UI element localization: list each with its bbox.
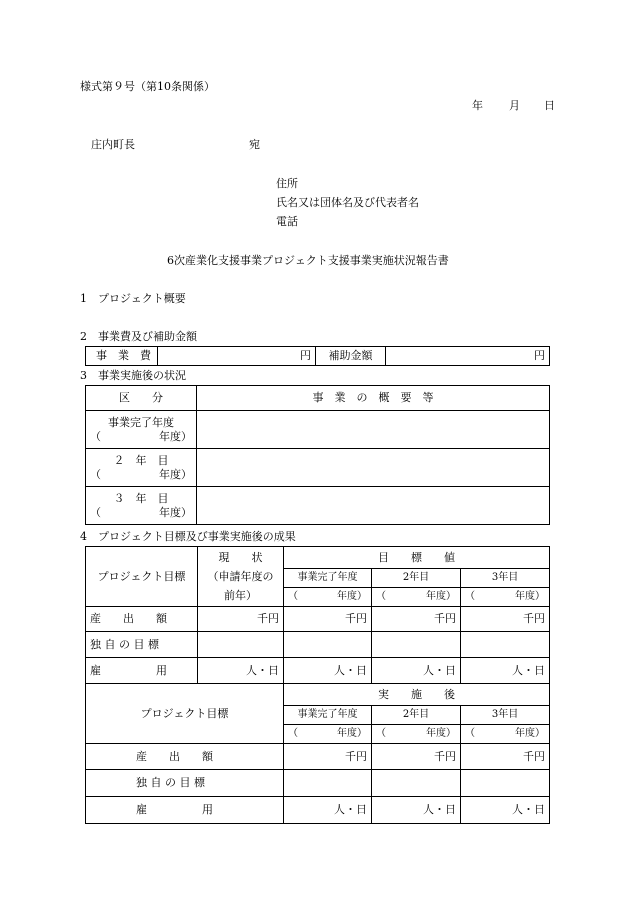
unit: 人・日 [246,663,279,677]
col-division-label: 区 分 [119,391,163,404]
year-col-label: 2年目 [402,572,430,583]
subsidy-unit: 円 [534,349,545,362]
target-value-field[interactable] [372,658,461,684]
target-row-label [86,658,198,684]
current-status-header [198,547,284,607]
after-year-col [284,706,372,725]
subsidy-label-cell [316,347,386,366]
paren-open: （ [288,728,298,739]
date-month: 月 [509,99,520,112]
target-value-field[interactable] [461,607,550,632]
paren-open: （ [376,591,386,602]
after-row-label [86,770,284,797]
cost-label: 事 業 費 [96,349,151,362]
unit: 人・日 [334,663,367,677]
paren-close: 年度） [426,591,456,602]
cost-table [85,346,550,366]
paren-close: 年度） [159,505,192,519]
target-current-field[interactable] [198,658,284,684]
status-summary-field[interactable] [197,449,550,487]
project-target-label: プロジェクト目標 [140,706,229,720]
after-year-col [372,706,461,725]
section2-heading: 2 事業費及び補助金額 [80,330,197,343]
current-line1: 現 状 [218,550,263,564]
unit: 人・日 [423,663,456,677]
project-target-after-header [86,684,284,744]
paren-open: （ [90,505,101,519]
paren-close: 年度） [515,591,546,602]
unit: 千円 [345,749,367,763]
target-values-label: 目 標 値 [378,550,456,564]
unit: 人・日 [512,663,546,677]
target-year-col [372,569,461,588]
after-value-field[interactable] [372,770,461,797]
paren-open: （ [90,429,101,443]
target-value-field[interactable] [372,632,461,658]
after-value-field[interactable] [461,797,550,824]
col-summary-label: 事 業 の 概 要 等 [312,391,434,404]
row-label: 雇 用 [90,663,167,677]
status-summary-field[interactable] [197,411,550,449]
document-title: 6次産業化支援事業プロジェクト支援事業実施状況報告書 [167,254,449,267]
row-label: 独 自 の 目 標 [90,637,159,651]
year-col-label: 事業完了年度 [297,709,358,720]
status-summary-field[interactable] [197,487,550,525]
target-year-col [461,569,550,588]
target-value-field[interactable] [284,658,372,684]
paren-open: （ [376,728,386,739]
paren-open: （ [90,467,101,481]
after-value-field[interactable] [284,797,372,824]
applicant-name-label: 氏名又は団体名及び代表者名 [276,196,419,209]
after-value-field[interactable] [372,797,461,824]
unit: 千円 [434,612,456,625]
status-table [85,385,550,525]
paren-open: （ [465,728,475,739]
col-division-header [86,386,197,411]
target-current-field[interactable] [198,607,284,632]
after-row-label [86,797,284,824]
target-row-label [86,632,198,658]
row-label: 雇 用 [136,803,213,816]
target-year-col [284,569,372,588]
current-line2: （申請年度の [207,569,274,583]
cost-label-cell [86,347,158,366]
target-year-paren [372,588,461,607]
current-line3: 前年） [224,588,257,602]
addressee: 庄内町長 [91,138,135,151]
target-year-paren [284,588,372,607]
project-target-label: プロジェクト目標 [97,569,186,583]
target-value-field[interactable] [461,632,550,658]
subsidy-value-field[interactable] [386,347,550,366]
paren-open: （ [288,591,298,602]
unit: 千円 [523,612,546,625]
after-value-field[interactable] [461,770,550,797]
after-value-field[interactable] [461,744,550,770]
unit: 人・日 [334,803,367,816]
date-year: 年 [472,99,483,112]
date-day: 日 [544,99,555,112]
target-year-paren [461,588,550,607]
year-col-label: 2年目 [402,709,430,720]
paren-close: 年度） [337,591,367,602]
target-value-field[interactable] [284,632,372,658]
applicant-address-label: 住所 [276,177,298,190]
status-row-label [86,487,197,525]
status-row-year: 事業完了年度 [108,415,174,429]
addressee-suffix: 宛 [249,138,260,151]
subsidy-label: 補助金額 [328,349,373,362]
status-row-label [86,449,197,487]
status-row-year: ３ 年 目 [113,491,169,505]
year-col-label: 事業完了年度 [297,572,358,583]
paren-close: 年度） [337,728,367,739]
after-year-paren [284,725,372,744]
target-value-field[interactable] [372,607,461,632]
after-year-paren [461,725,550,744]
target-value-field[interactable] [461,658,550,684]
unit: 千円 [434,749,456,763]
unit: 人・日 [512,803,546,816]
section1-heading: 1 プロジェクト概要 [80,292,186,305]
target-row-label [86,607,198,632]
section4-heading: 4 プロジェクト目標及び事業実施後の成果 [80,530,296,543]
after-implementation-label: 実 施 後 [378,687,456,701]
status-row-label [86,411,197,449]
after-row-label [86,744,284,770]
project-target-header [86,547,198,607]
after-implementation-header [284,684,550,706]
after-value-field[interactable] [372,744,461,770]
row-label: 独 自 の 目 標 [136,776,205,789]
cost-unit: 円 [300,349,311,362]
row-label: 産 出 額 [90,612,167,625]
status-row-year: ２ 年 目 [113,453,169,467]
paren-close: 年度） [159,429,192,443]
paren-open: （ [465,591,475,602]
unit: 人・日 [423,803,456,816]
unit: 千円 [523,749,546,763]
year-col-label: 3年目 [491,572,519,583]
form-number: 様式第９号（第10条関係） [80,80,215,93]
target-value-field[interactable] [284,607,372,632]
after-value-field[interactable] [284,770,372,797]
target-current-field[interactable] [198,632,284,658]
applicant-phone-label: 電話 [276,215,298,228]
col-summary-header [197,386,550,411]
cost-value-field[interactable] [158,347,316,366]
target-values-header [284,547,550,569]
year-col-label: 3年目 [491,709,519,720]
after-value-field[interactable] [284,744,372,770]
after-year-paren [372,725,461,744]
section3-heading: 3 事業実施後の状況 [80,369,186,382]
paren-close: 年度） [159,467,192,481]
after-year-col [461,706,550,725]
unit: 千円 [345,612,367,625]
results-table [85,546,550,824]
row-label: 産 出 額 [136,749,213,763]
paren-close: 年度） [515,728,546,739]
unit: 千円 [257,612,279,625]
paren-close: 年度） [426,728,456,739]
